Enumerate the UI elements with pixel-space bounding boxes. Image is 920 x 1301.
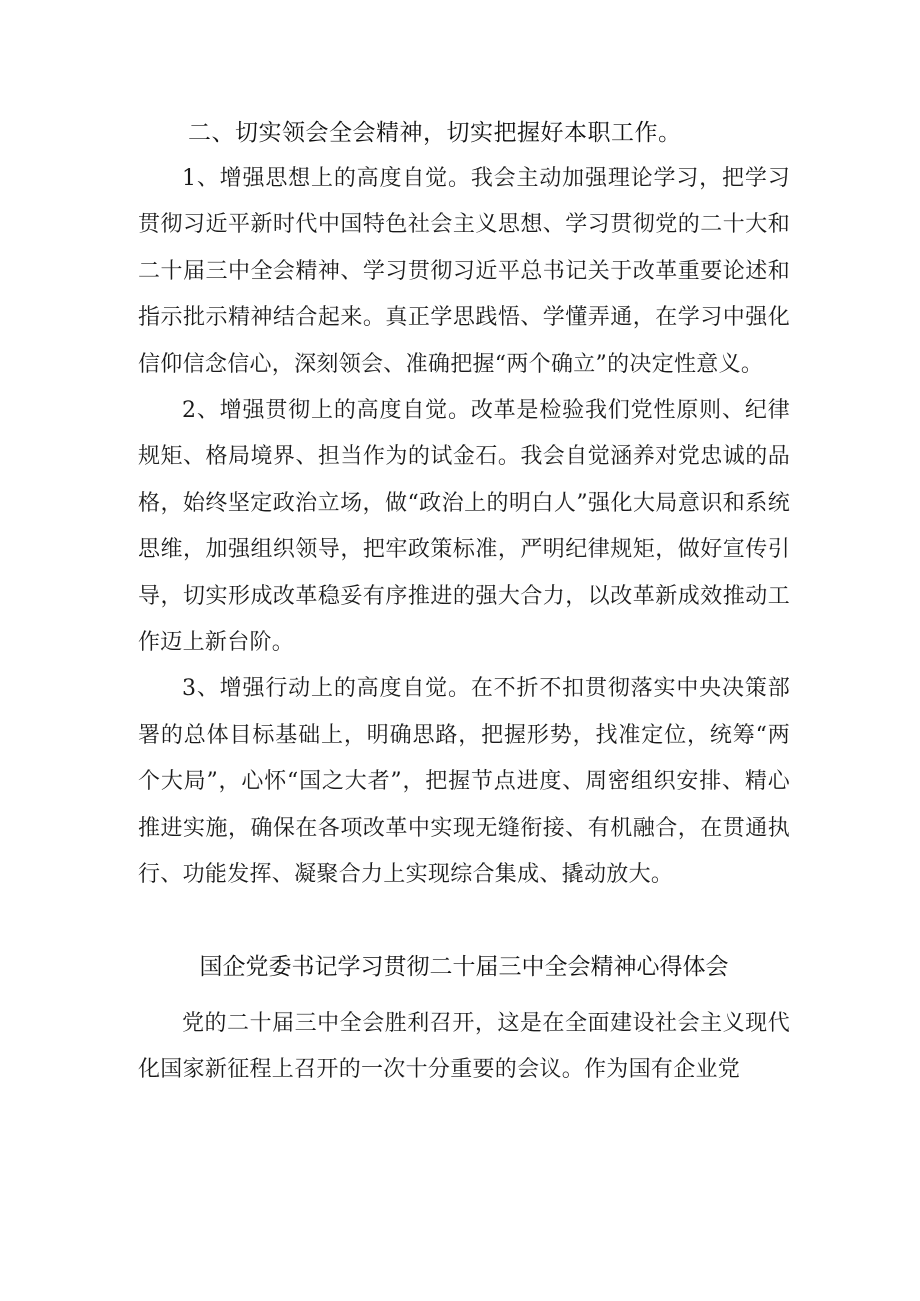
document-body: [138, 110, 790, 1093]
article-title: 国企党委书记学习贯彻二十届三中全会精神心得体会: [199, 953, 729, 980]
article-intro-paragraph: 党的二十届三中全会胜利召开，这是在全面建设社会主义现代化国家新征程上召开的一次十分重要的会议。作为国有企业党: [138, 1010, 790, 1082]
paragraph-thought-awareness: 1、增强思想上的高度自觉。我会主动加强理论学习，把学习贯彻习近平新时代中国特色社会主义思想、学习贯彻党的二十大和二十届三中全会精神、学习贯彻习近平总书记关于改革重要论述和指示批示精神结合起来。真正学思践悟、学懂弄通，在学习中强化信仰信念信心，深刻领会、准确把握“两个确立”的决定性意义。: [138, 166, 790, 377]
paragraph-implementation-awareness: 2、增强贯彻上的高度自觉。改革是检验我们党性原则、纪律规矩、格局境界、担当作为的试金石。我会自觉涵养对党忠诚的品格，始终坚定政治立场，做“政治上的明白人”强化大局意识和系统思维，加强组织领导，把牢政策标准，严明纪律规矩，做好宣传引导，切实形成改革稳妥有序推进的强大合力，以改革新成效推动工作迈上新台阶。: [138, 398, 790, 656]
paragraph-action-awareness: 3、增强行动上的高度自觉。在不折不扣贯彻落实中央决策部署的总体目标基础上，明确思路，把握形势，找准定位，统筹“两个大局”，心怀“国之大者”，把握节点进度、周密组织安排、精心推进实施，确保在各项改革中实现无缝衔接、有机融合，在贯通执行、功能发挥、凝聚合力上实现综合集成、撬动放大。: [138, 676, 790, 888]
section-heading: 二、切实领会全会精神，切实把握好本职工作。: [188, 120, 682, 146]
